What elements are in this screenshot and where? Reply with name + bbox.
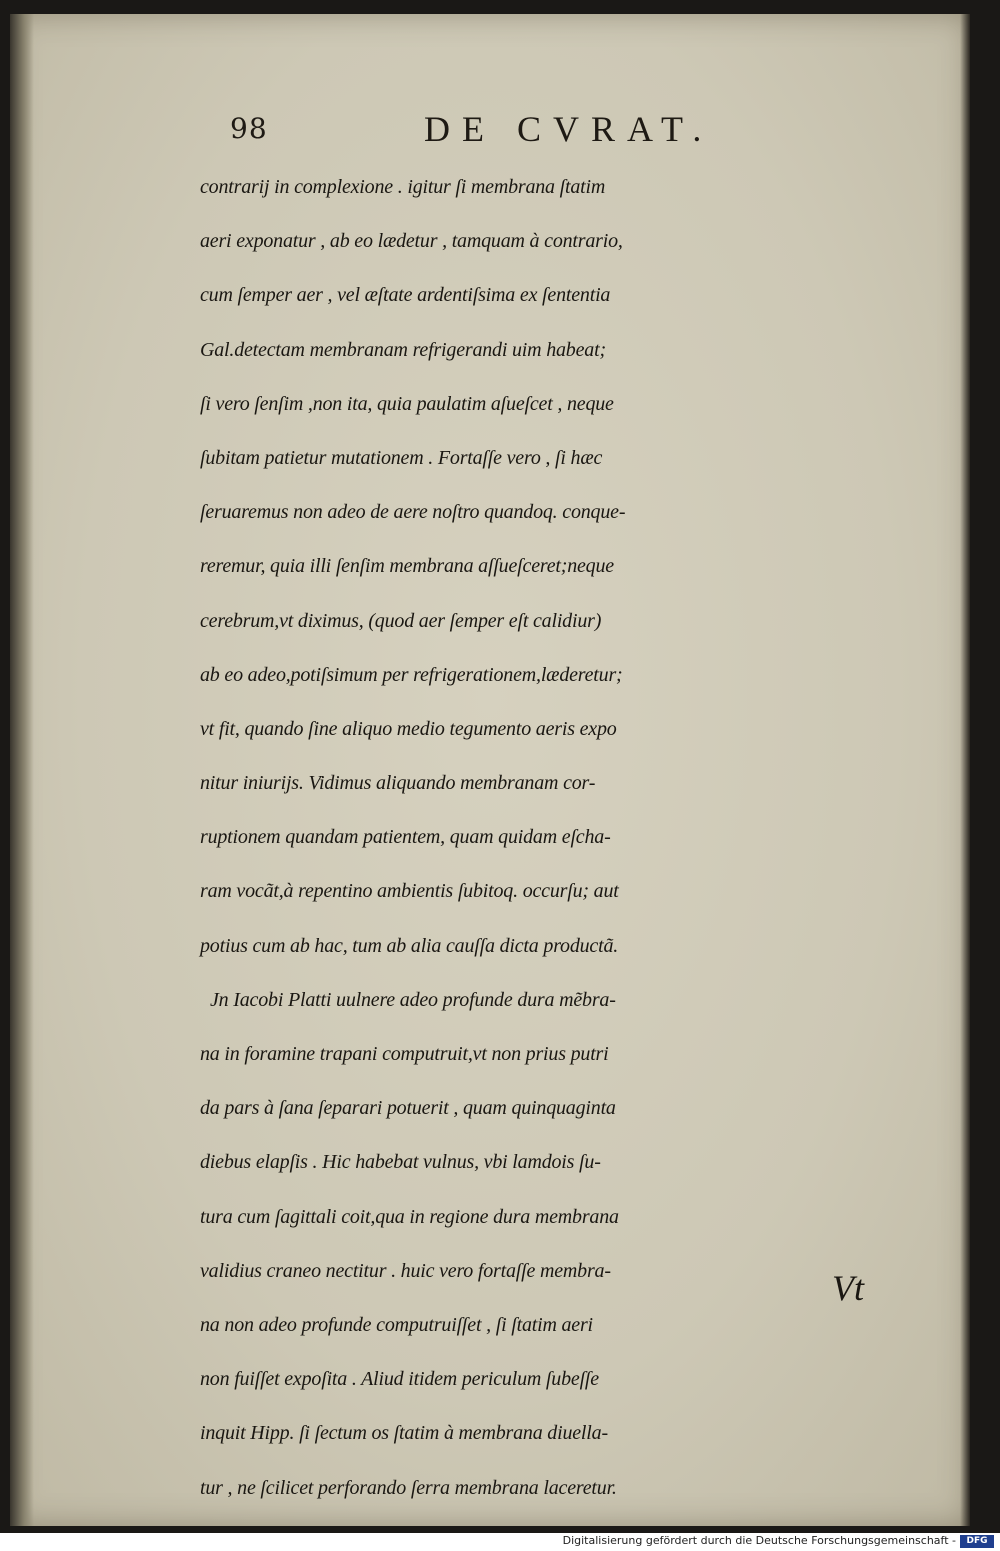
text-line: Gal.detectam membranam refrigerandi uim habeat; bbox=[200, 338, 606, 361]
text-line: Jn Iacobi Platti uulnere adeo profunde dura mẽbra- bbox=[210, 988, 616, 1011]
text-line: non fuiſſet expoſita . Aliud itidem periculum ſubeſſe bbox=[200, 1368, 599, 1391]
text-line: inquit Hipp. ſi ſectum os ſtatim à membrana diuella- bbox=[200, 1422, 608, 1445]
body-text bbox=[200, 160, 940, 1515]
page-edge-shadow bbox=[960, 14, 970, 1526]
text-line: ram vocãt,à repentino ambientis ſubitoq. occurſu; aut bbox=[200, 880, 619, 903]
text-line: aeri exponatur , ab eo lædetur , tamquam à contrario, bbox=[200, 230, 623, 253]
text-line: ſeruaremus non adeo de aere noſtro quandoq. conque- bbox=[200, 501, 626, 524]
footer-credit: Digitalisierung gefördert durch die Deutsche Forschungsgemeinschaft - bbox=[562, 1534, 956, 1547]
page-gutter-shadow bbox=[10, 14, 34, 1526]
text-line: ſi vero ſenſim ,non ita, quia paulatim aſueſcet , neque bbox=[200, 392, 614, 415]
text-line: diebus elapſis . Hic habebat vulnus, vbi lamdois ſu- bbox=[200, 1151, 601, 1174]
text-line: tur , ne ſcilicet perforando ſerra membrana laceretur. bbox=[200, 1476, 617, 1499]
text-line: contrarij in complexione . igitur ſi membrana ſtatim bbox=[200, 176, 606, 198]
text-line: tura cum ſagittali coit,qua in regione dura membrana bbox=[200, 1205, 619, 1228]
text-line: ſubitam patietur mutationem . Fortaſſe vero , ſi hæc bbox=[200, 446, 603, 469]
footer-bar bbox=[0, 1533, 1000, 1551]
text-line: ab eo adeo,potiſsimum per refrigerationem,læderetur; bbox=[200, 663, 623, 686]
text-line: da pars à ſana ſeparari potuerit , quam quinquaginta bbox=[200, 1097, 616, 1120]
text-line: na in foramine trapani computruit,vt non prius putri bbox=[200, 1043, 609, 1065]
text-line: potius cum ab hac, tum ab alia cauſſa dicta productã. bbox=[200, 934, 619, 957]
running-head: DE CVRAT. bbox=[424, 109, 714, 149]
text-line: cerebrum,vt diximus, (quod aer ſemper eſt calidiur) bbox=[200, 609, 602, 632]
book-page bbox=[10, 14, 970, 1526]
text-line: reremur, quia illi ſenſim membrana aſſueſceret;neque bbox=[200, 555, 614, 578]
text-line: cum ſemper aer , vel æſtate ardentiſsima ex ſententia bbox=[200, 284, 611, 307]
text-line: validius craneo nectitur . huic vero fortaſſe membra- bbox=[200, 1259, 611, 1282]
text-line: vt fit, quando ſine aliquo medio tegumento aeris expo bbox=[200, 717, 617, 740]
page-number: 98 bbox=[230, 112, 268, 145]
catchword: Vt bbox=[832, 1268, 864, 1308]
text-line: na non adeo profunde computruiſſet , ſi ſtatim aeri bbox=[200, 1313, 593, 1336]
text-line: nitur iniurijs. Vidimus aliquando membranam cor- bbox=[200, 772, 596, 795]
text-line: ruptionem quandam patientem, quam quidam eſcha- bbox=[200, 826, 611, 849]
page-header bbox=[222, 104, 922, 154]
dfg-logo: DFG bbox=[960, 1535, 994, 1548]
